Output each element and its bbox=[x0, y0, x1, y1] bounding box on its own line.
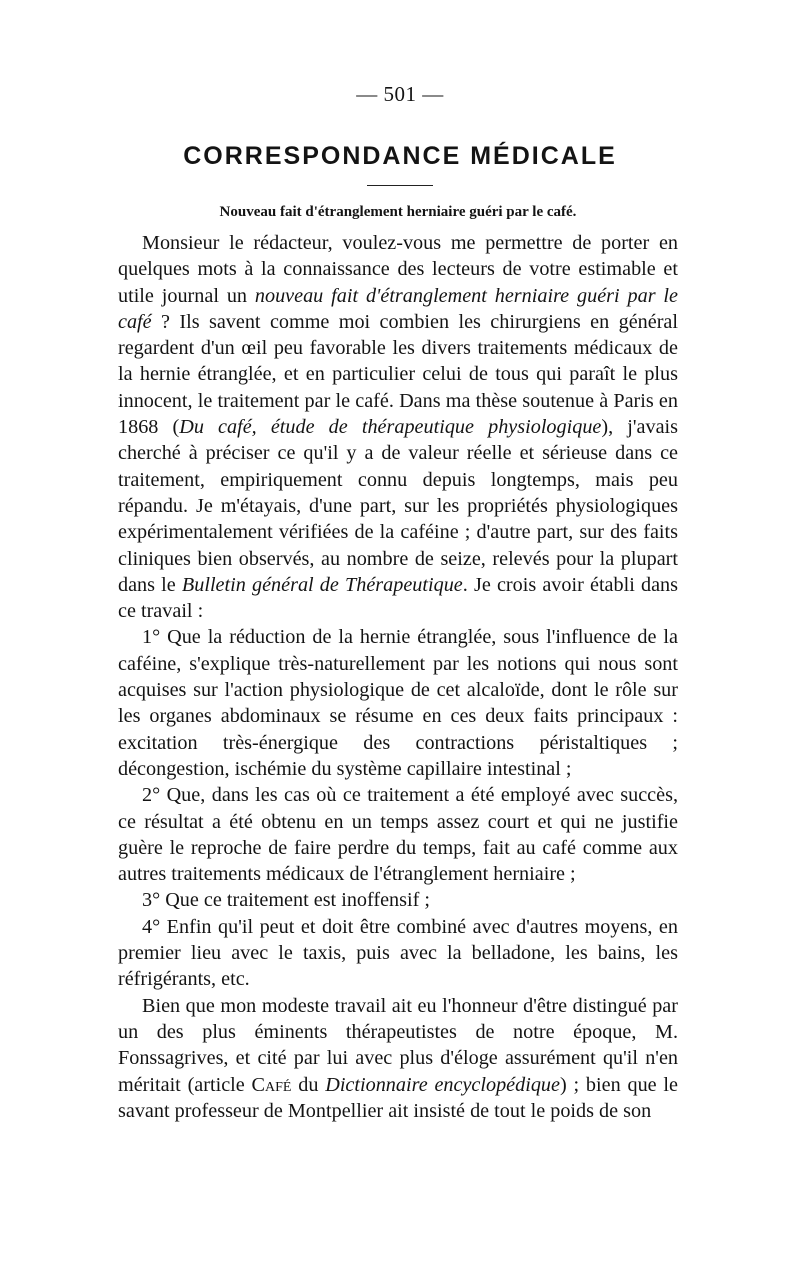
conclusion-text-2: du bbox=[291, 1073, 326, 1096]
page-number: — 501 — bbox=[356, 82, 444, 106]
intro-italic-thesis: Du café, étude de thérapeutique physiologique bbox=[179, 416, 602, 439]
paragraph-intro bbox=[118, 230, 678, 624]
paragraph-point-4: 4° Enfin qu'il peut et doit être combiné avec d'autres moyens, en premier lieu avec le taxis, puis avec la belladone, les bains, les réfrigérants, etc. bbox=[118, 915, 678, 991]
intro-italic-case: nouveau fait d'étranglement herniaire guéri par le café bbox=[118, 284, 678, 333]
intro-italic-bulletin: Bulletin général de Thérapeutique bbox=[181, 573, 463, 596]
title-rule bbox=[367, 185, 433, 186]
paragraph-conclusion bbox=[118, 993, 678, 1124]
intro-text-4: . Je crois avoir établi dans ce travail : bbox=[118, 573, 678, 623]
intro-text-1: Monsieur le rédacteur, voulez-vous me permettre de porter en quelques mots à la connaissance des lecteurs de votre estimable et utile journal un bbox=[118, 232, 678, 307]
conclusion-italic-dictionary: Dictionnaire encyclopédique bbox=[325, 1073, 560, 1096]
paragraph-point-3: 3° Que ce traitement est inoffensif ; bbox=[142, 889, 430, 912]
intro-text-2: ? Ils savent comme moi combien les chirurgiens en général regardent d'un œil peu favorable les divers traitements médicaux de la hernie étranglée, et en particulier celui de tous qui paraît le plus innocent, le traitement par le café. Dans ma thèse soutenue à Paris en 1868 ( bbox=[118, 310, 678, 439]
conclusion-smallcaps-cafe: Café bbox=[251, 1073, 292, 1096]
intro-text-3: ), j'avais cherché à préciser ce qu'il y a de valeur réelle et sérieuse dans ce traitement, empiriquement connu depuis longtemps, mais peu répandu. Je m'étayais, d'une part, sur les propriétés physiologiques expérimentalement vérifiées de la caféine ; d'autre part, sur des faits cliniques bien observés, au nombre de seize, relevés pour la plupart dans le bbox=[118, 416, 678, 596]
conclusion-text-1: Bien que mon modeste travail ait eu l'honneur d'être distingué par un des plus éminents thérapeutistes de notre époque, M. Fonssagrives, et cité par lui avec plus d'éloge assurément qu'il n'en méritait (article bbox=[118, 994, 678, 1096]
article-title: Nouveau fait d'étranglement herniaire guéri par le café. bbox=[219, 204, 577, 220]
paragraph-point-1: 1° Que la réduction de la hernie étranglée, sous l'influence de la caféine, s'explique très-naturellement par les notions qui nous sont acquises sur l'action physiologique de cet alcaloïde, dont le rôle sur les organes abdominaux se résume en ces deux faits principaux : excitation très-énergique des contractions péristaltiques ; décongestion, ischémie du système capillaire intestinal ; bbox=[118, 626, 678, 780]
section-title: CORRESPONDANCE MÉDICALE bbox=[183, 142, 617, 170]
article-body bbox=[118, 230, 678, 1124]
conclusion-text-3: ) ; bien que le savant professeur de Montpellier ait insisté de tout le poids de son bbox=[118, 1073, 678, 1122]
paragraph-point-2: 2° Que, dans les cas où ce traitement a été employé avec succès, ce résultat a été obtenu en un temps assez court et qui ne justifie guère le reproche de faire perdre du temps, fait au café comme aux autres traitements médicaux de l'étranglement herniaire ; bbox=[118, 784, 678, 886]
